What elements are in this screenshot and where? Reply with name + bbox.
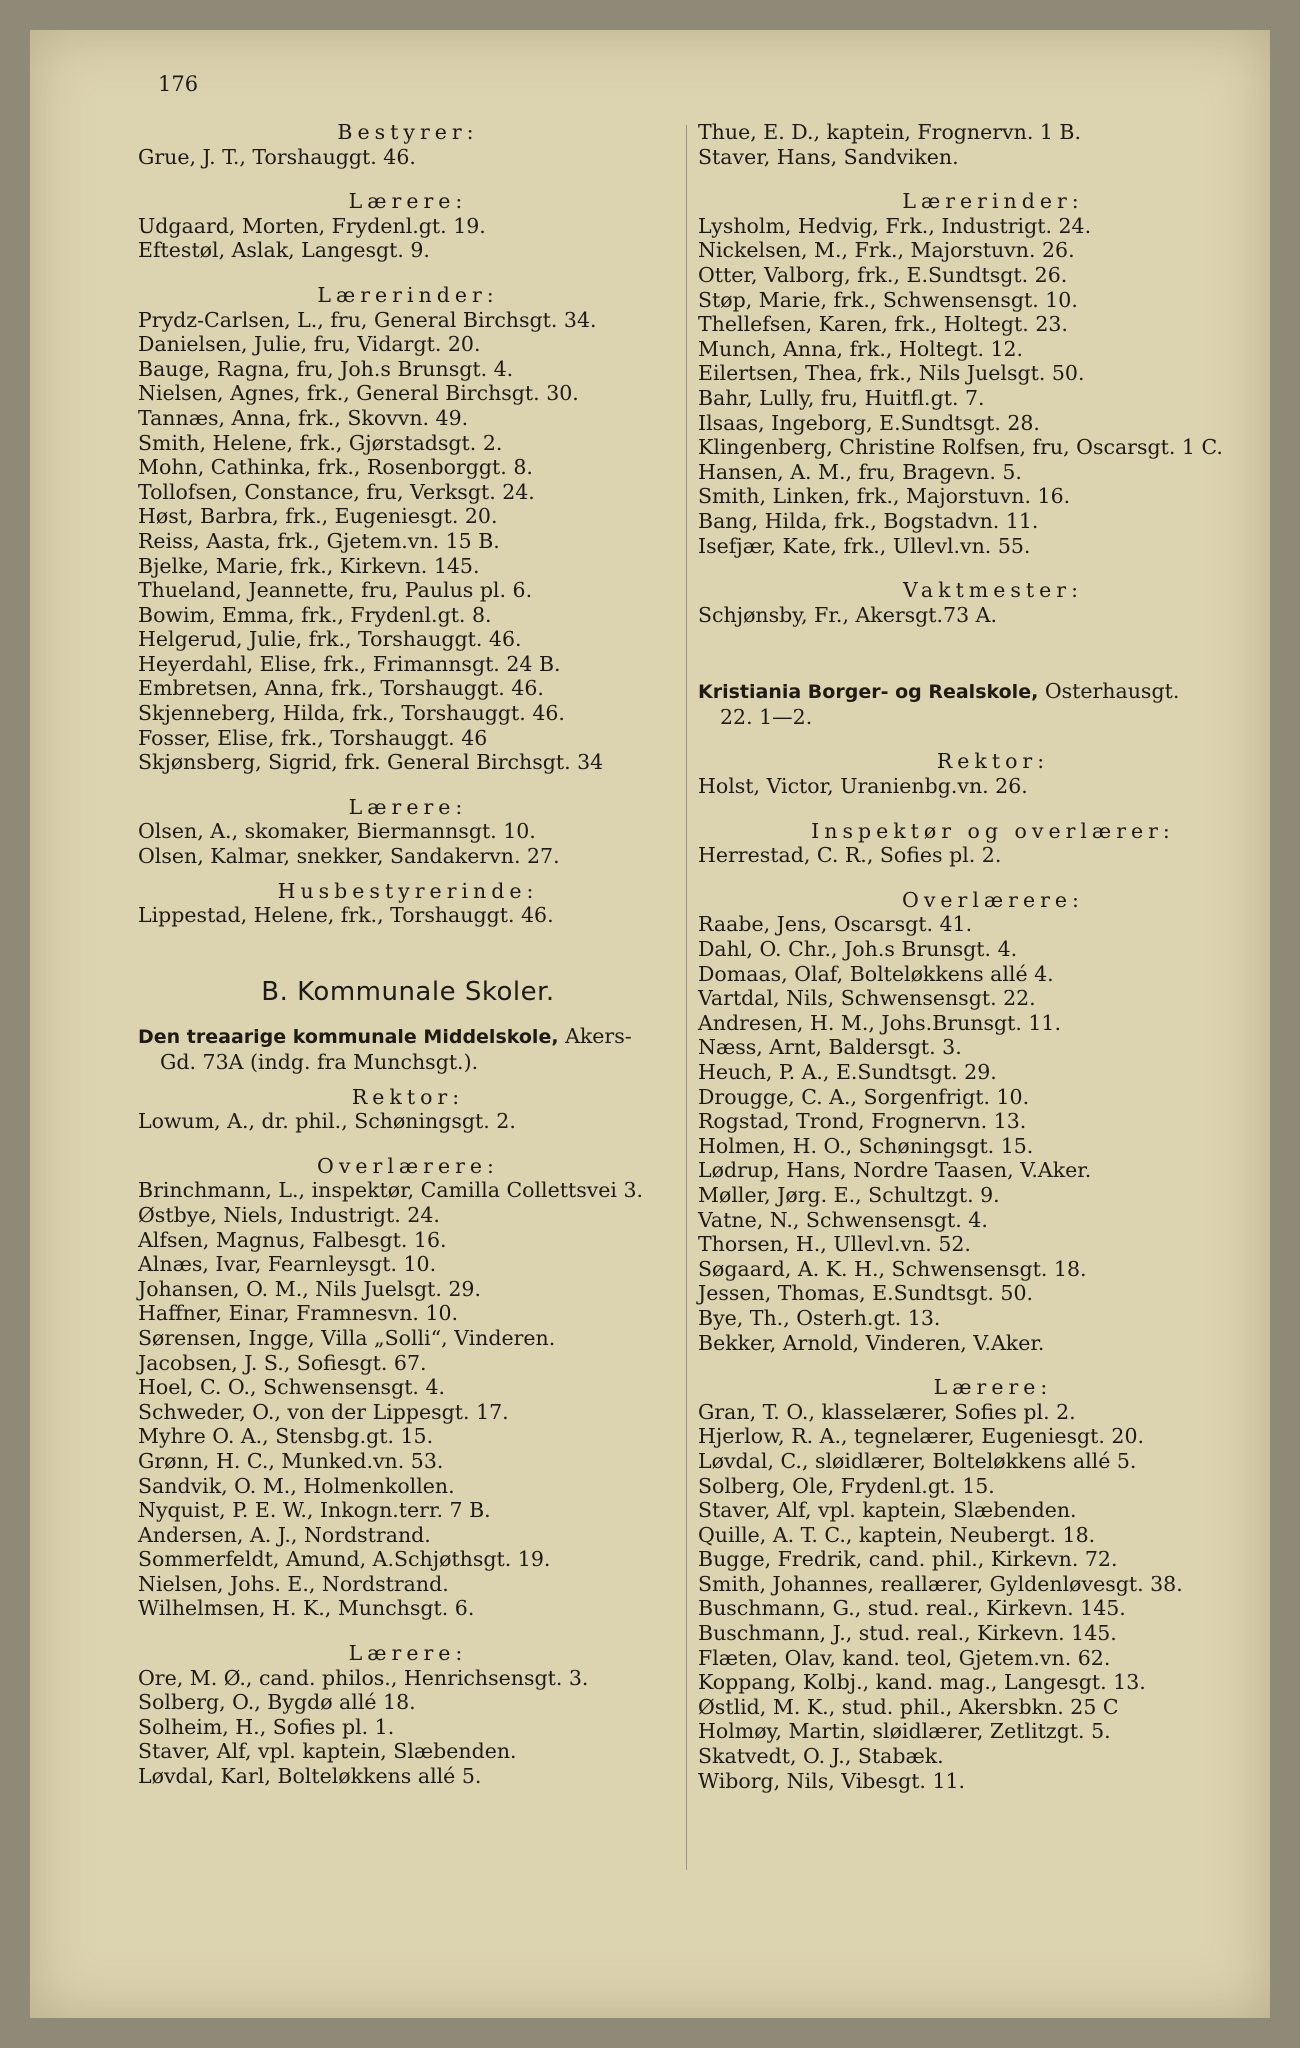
list-item: Lysholm, Hedvig, Frk., Industrigt. 24.	[698, 213, 1092, 238]
list-item: Bugge, Fredrik, cand. phil., Kirkevn. 72.	[698, 1547, 1118, 1572]
list-item: Solberg, O., Bygdø allé 18.	[138, 1690, 416, 1715]
heading-laerere-right: Lærere:	[933, 1375, 1053, 1400]
list-item: Ore, M. Ø., cand. philos., Henrichsensgt. 3.	[138, 1665, 589, 1690]
list-item: Bye, Th., Osterh.gt. 13.	[698, 1305, 941, 1330]
list-item: Bauge, Ragna, fru, Joh.s Brunsgt. 4.	[138, 356, 514, 381]
list-item: Andersen, A. J., Nordstrand.	[138, 1522, 431, 1547]
list-item: Helgerud, Julie, frk., Torshauggt. 46.	[138, 627, 522, 652]
list-item: Vatne, N., Schwensensgt. 4.	[698, 1207, 988, 1232]
list-item: Bang, Hilda, frk., Bogstadvn. 11.	[698, 508, 1039, 533]
right-column	[698, 120, 1288, 1793]
list-laerere-right	[698, 1400, 1288, 1794]
list-item: Ilsaas, Ingeborg, E.Sundtsgt. 28.	[698, 410, 1040, 435]
list-item: Thueland, Jeannette, fru, Paulus pl. 6.	[138, 578, 533, 603]
list-item: Prydz-Carlsen, L., fru, General Birchsgt. 34.	[138, 307, 597, 332]
column-divider	[686, 125, 687, 1870]
list-item: Hoel, C. O., Schwensensgt. 4.	[138, 1375, 446, 1400]
list-item: Jacobsen, J. S., Sofiesgt. 67.	[138, 1350, 427, 1375]
list-item: Lippestad, Helene, frk., Torshauggt. 46.	[138, 903, 554, 928]
list-item: Støp, Marie, frk., Schwensensgt. 10.	[698, 287, 1078, 312]
list-item: Nyquist, P. E. W., Inkogn.terr. 7 B.	[138, 1498, 491, 1523]
list-laerere	[138, 214, 678, 263]
list-item: Høst, Barbra, frk., Eugeniesgt. 20.	[138, 504, 498, 529]
list-item: Alnæs, Ivar, Fearnleysgt. 10.	[138, 1252, 437, 1277]
school-name-right: Kristiania Borger- og Realskole,	[698, 681, 1039, 704]
list-item: Bjelke, Marie, frk., Kirkevn. 145.	[138, 553, 480, 578]
list-item: Fosser, Elise, frk., Torshauggt. 46	[138, 725, 488, 750]
list-continued	[698, 120, 1288, 169]
list-item: Myhre O. A., Stensbg.gt. 15.	[138, 1424, 434, 1449]
heading-laererinder: Lærerinder:	[317, 282, 499, 307]
left-column	[138, 120, 678, 1789]
list-item: Heyerdahl, Elise, frk., Frimannsgt. 24 B.	[138, 651, 561, 676]
heading-laererinder-right: Lærerinder:	[902, 189, 1084, 214]
list-item: Smith, Johannes, reallærer, Gyldenløvesgt. 38.	[698, 1571, 1183, 1596]
list-rektor	[138, 1109, 678, 1134]
list-vaktmester	[698, 603, 1288, 628]
list-item: Otter, Valborg, frk., E.Sundtsgt. 26.	[698, 262, 1068, 287]
list-item: Eilertsen, Thea, frk., Nils Juelsgt. 50.	[698, 361, 1085, 386]
list-item: Hjerlow, R. A., tegnelærer, Eugeniesgt. 20.	[698, 1424, 1145, 1449]
list-item: Schjønsby, Fr., Akersgt.73 A.	[698, 602, 997, 627]
list-item: Thorsen, H., Ullevl.vn. 52.	[698, 1232, 971, 1257]
list-item: Holmen, H. O., Schøningsgt. 15.	[698, 1133, 1034, 1158]
list-item: Brinchmann, L., inspektør, Camilla Collettsvei 3.	[138, 1178, 644, 1203]
list-item: Quille, A. T. C., kaptein, Neubergt. 18.	[698, 1522, 1096, 1547]
heading-rektor: Rektor:	[351, 1084, 465, 1109]
school-address-cont: Gd. 73A (indg. fra Munchsgt.).	[160, 1050, 479, 1074]
heading-overlaerere-right: Overlærere:	[902, 887, 1084, 912]
school-address: Akers-	[558, 1024, 632, 1049]
list-item: Schweder, O., von der Lippesgt. 17.	[138, 1399, 509, 1424]
list-item: Sommerfeldt, Amund, A.Schjøthsgt. 19.	[138, 1547, 551, 1572]
list-item: Dahl, O. Chr., Joh.s Brunsgt. 4.	[698, 937, 1018, 962]
list-item: Lødrup, Hans, Nordre Taasen, V.Aker.	[698, 1158, 1092, 1183]
list-overlaerere-right	[698, 912, 1288, 1355]
list-bestyrer	[138, 145, 678, 170]
list-item: Staver, Alf, vpl. kaptein, Slæbenden.	[138, 1739, 517, 1764]
list-item: Jessen, Thomas, E.Sundtsgt. 50.	[698, 1281, 1033, 1306]
list-item: Rogstad, Trond, Frognervn. 13.	[698, 1109, 1027, 1134]
list-item: Skatvedt, O. J., Stabæk.	[698, 1744, 944, 1769]
list-item: Grue, J. T., Torshauggt. 46.	[138, 144, 416, 169]
list-item: Sandvik, O. M., Holmenkollen.	[138, 1473, 455, 1498]
list-item: Raabe, Jens, Oscarsgt. 41.	[698, 912, 973, 937]
list-item: Gran, T. O., klasselærer, Sofies pl. 2.	[698, 1399, 1076, 1424]
list-item: Munch, Anna, frk., Holtegt. 12.	[698, 336, 1024, 361]
list-item: Tannæs, Anna, frk., Skovvn. 49.	[138, 405, 469, 430]
list-item: Johansen, O. M., Nils Juelsgt. 29.	[138, 1276, 481, 1301]
list-item: Nielsen, Johs. E., Nordstrand.	[138, 1571, 449, 1596]
list-item: Danielsen, Julie, fru, Vidargt. 20.	[138, 332, 481, 357]
list-item: Holmøy, Martin, sløidlærer, Zetlitzgt. 5.	[698, 1719, 1111, 1744]
list-item: Olsen, A., skomaker, Biermannsgt. 10.	[138, 819, 536, 844]
list-item: Hansen, A. M., fru, Bragevn. 5.	[698, 459, 1022, 484]
list-item: Søgaard, A. K. H., Schwensensgt. 18.	[698, 1256, 1087, 1281]
list-item: Koppang, Kolbj., kand. mag., Langesgt. 13.	[698, 1670, 1146, 1695]
list-item: Næss, Arnt, Baldersgt. 3.	[698, 1035, 962, 1060]
list-laererinder-right	[698, 214, 1288, 558]
heading-inspektor: Inspektør og overlærer:	[811, 818, 1175, 843]
list-item: Reiss, Aasta, frk., Gjetem.vn. 15 B.	[138, 528, 500, 553]
section-title: B. Kommunale Skoler.	[261, 976, 555, 1007]
list-item: Klingenberg, Christine Rolfsen, fru, Oscarsgt. 1 C.	[698, 435, 1223, 460]
heading-laerere: Lærere:	[348, 189, 468, 214]
list-item: Vartdal, Nils, Schwensensgt. 22.	[698, 986, 1036, 1011]
list-item: Domaas, Olaf, Bolteløkkens allé 4.	[698, 961, 1054, 986]
list-item: Thue, E. D., kaptein, Frognervn. 1 B.	[698, 120, 1082, 144]
school-heading-right	[698, 679, 1288, 705]
list-item: Flæten, Olav, kand. teol, Gjetem.vn. 62.	[698, 1645, 1111, 1670]
list-item: Eftestøl, Aslak, Langesgt. 9.	[138, 238, 430, 263]
list-item: Thellefsen, Karen, frk., Holtegt. 23.	[698, 312, 1068, 337]
list-rektor-right	[698, 774, 1288, 799]
list-item: Wiborg, Nils, Vibesgt. 11.	[698, 1768, 966, 1793]
list-item: Udgaard, Morten, Frydenl.gt. 19.	[138, 213, 486, 238]
list-item: Møller, Jørg. E., Schultzgt. 9.	[698, 1182, 1000, 1207]
list-item: Mohn, Cathinka, frk., Rosenborggt. 8.	[138, 455, 533, 480]
list-item: Alfsen, Magnus, Falbesgt. 16.	[138, 1227, 447, 1252]
list-item: Skjønsberg, Sigrid, frk. General Birchsgt. 34	[138, 750, 604, 775]
school-heading	[138, 1024, 678, 1050]
list-item: Staver, Alf, vpl. kaptein, Slæbenden.	[698, 1498, 1077, 1523]
list-laererinder	[138, 308, 678, 775]
list-item: Holst, Victor, Uranienbg.vn. 26.	[698, 774, 1028, 799]
list-item: Buschmann, G., stud. real., Kirkevn. 145.	[698, 1596, 1126, 1621]
list-item: Tollofsen, Constance, fru, Verksgt. 24.	[138, 479, 535, 504]
list-item: Løvdal, Karl, Bolteløkkens allé 5.	[138, 1764, 482, 1789]
list-item: Løvdal, C., sløidlærer, Bolteløkkens allé 5.	[698, 1448, 1137, 1473]
list-item: Smith, Helene, frk., Gjørstadsgt. 2.	[138, 430, 503, 455]
list-item: Herrestad, C. R., Sofies pl. 2.	[698, 843, 1002, 868]
list-husbestyrerinde	[138, 903, 678, 928]
list-item: Buschmann, J., stud. real., Kirkevn. 145.	[698, 1621, 1117, 1646]
list-item: Grønn, H. C., Munked.vn. 53.	[138, 1448, 444, 1473]
list-item: Sørensen, Ingge, Villa „Solli“, Vinderen.	[138, 1325, 556, 1350]
list-item: Østbye, Niels, Industrigt. 24.	[138, 1202, 440, 1227]
list-item: Bahr, Lully, fru, Huitfl.gt. 7.	[698, 385, 985, 410]
list-item: Nickelsen, M., Frk., Majorstuvn. 26.	[698, 238, 1075, 263]
list-laerere-2	[138, 819, 678, 868]
list-item: Østlid, M. K., stud. phil., Akersbkn. 25 C	[698, 1694, 1119, 1719]
heading-laerere-2: Lærere:	[348, 794, 468, 819]
heading-rektor-right: Rektor:	[936, 749, 1050, 774]
list-item: Heuch, P. A., E.Sundtsgt. 29.	[698, 1060, 997, 1084]
list-laerere-3	[138, 1666, 678, 1789]
list-item: Solberg, Ole, Frydenl.gt. 15.	[698, 1473, 995, 1498]
heading-husbestyrerinde: Husbestyrerinde:	[277, 878, 539, 903]
list-inspektor	[698, 843, 1288, 868]
list-item: Drougge, C. A., Sorgenfrigt. 10.	[698, 1084, 1030, 1109]
list-item: Bekker, Arnold, Vinderen, V.Aker.	[698, 1330, 1045, 1355]
school-address-right-cont: 22. 1—2.	[720, 704, 813, 729]
heading-laerere-3: Lærere:	[348, 1641, 468, 1666]
list-item: Haffner, Einar, Framnesvn. 10.	[138, 1301, 459, 1326]
heading-overlaerere: Overlærere:	[317, 1153, 499, 1178]
list-item: Wilhelmsen, H. K., Munchsgt. 6.	[138, 1596, 475, 1621]
list-item: Olsen, Kalmar, snekker, Sandakervn. 27.	[138, 844, 560, 869]
list-item: Bowim, Emma, frk., Frydenl.gt. 8.	[138, 602, 492, 627]
list-item: Isefjær, Kate, frk., Ullevl.vn. 55.	[698, 533, 1031, 558]
list-item: Smith, Linken, frk., Majorstuvn. 16.	[698, 484, 1071, 509]
list-item: Skjenneberg, Hilda, frk., Torshauggt. 46.	[138, 701, 565, 726]
list-item: Nielsen, Agnes, frk., General Birchsgt. 30.	[138, 381, 579, 406]
list-item: Solheim, H., Sofies pl. 1.	[138, 1714, 395, 1739]
list-item: Lowum, A., dr. phil., Schøningsgt. 2.	[138, 1109, 516, 1134]
list-item: Embretsen, Anna, frk., Torshauggt. 46.	[138, 676, 544, 701]
list-overlaerere	[138, 1178, 678, 1621]
school-name: Den treaarige kommunale Middelskole,	[138, 1026, 559, 1049]
heading-bestyrer: Bestyrer:	[337, 120, 479, 144]
list-item: Staver, Hans, Sandviken.	[698, 144, 959, 169]
page-number: 176	[158, 72, 199, 96]
document-page	[30, 30, 1270, 2018]
heading-vaktmester: Vaktmester:	[903, 578, 1083, 603]
list-item: Andresen, H. M., Johs.Brunsgt. 11.	[698, 1010, 1061, 1035]
school-address-right: Osterhausgt.	[1038, 679, 1180, 704]
